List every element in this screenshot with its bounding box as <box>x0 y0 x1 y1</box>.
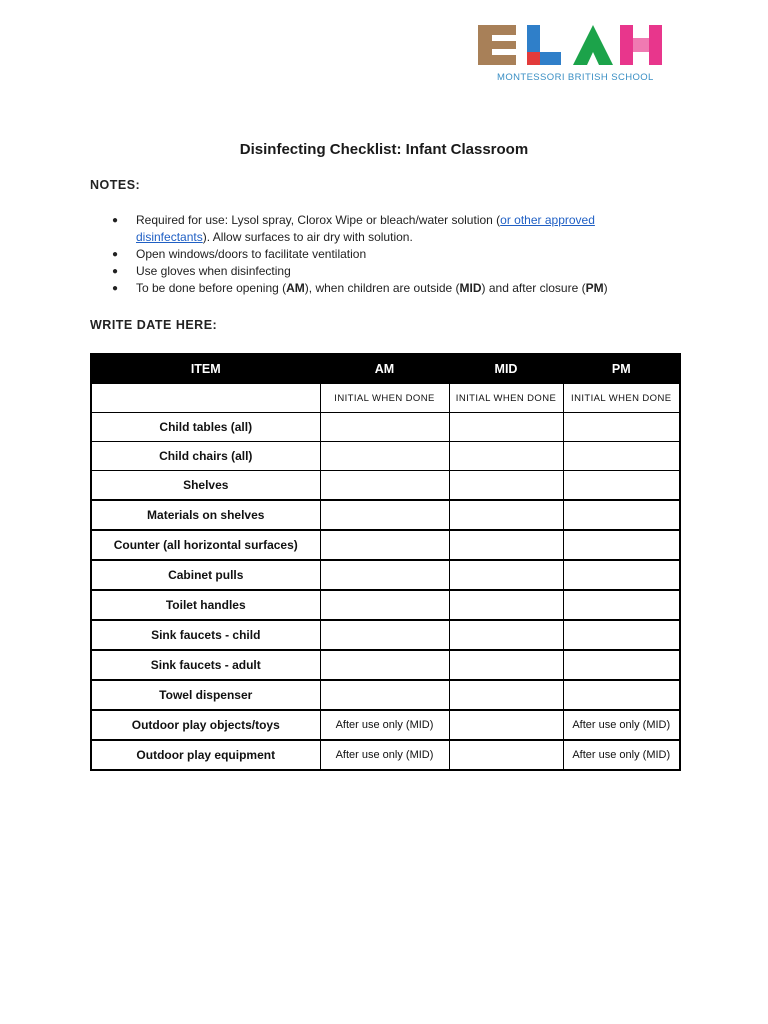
note-text: ) and after closure ( <box>481 281 586 295</box>
mid-initial-cell[interactable] <box>449 680 563 710</box>
header-am: AM <box>320 354 449 384</box>
am-initial-cell[interactable] <box>320 620 449 650</box>
am-label: AM <box>286 281 305 295</box>
note-item: ● Use gloves when disinfecting <box>110 263 670 280</box>
am-initial-cell[interactable]: After use only (MID) <box>320 710 449 740</box>
am-initial-cell[interactable] <box>320 530 449 560</box>
item-cell: Cabinet pulls <box>91 560 320 590</box>
school-logo <box>477 24 663 84</box>
am-initial-cell[interactable] <box>320 471 449 501</box>
subheader-pm: INITIAL WHEN DONE <box>563 384 680 413</box>
am-initial-cell[interactable] <box>320 590 449 620</box>
note-text: ) <box>603 281 608 295</box>
table-row <box>91 740 680 770</box>
table-header-row <box>91 354 680 384</box>
subheader-empty <box>91 384 320 413</box>
mid-initial-cell[interactable] <box>449 620 563 650</box>
table-row <box>91 590 680 620</box>
subheader-mid: INITIAL WHEN DONE <box>449 384 563 413</box>
header-mid: MID <box>449 354 563 384</box>
table-row <box>91 620 680 650</box>
approved-disinfectants-link[interactable]: or other approved disinfectants <box>136 213 595 244</box>
table-row <box>91 680 680 710</box>
am-initial-cell[interactable]: After use only (MID) <box>320 740 449 770</box>
notes-list <box>110 212 670 297</box>
table-row <box>91 530 680 560</box>
write-date-label: WRITE DATE HERE: <box>90 318 218 332</box>
am-initial-cell[interactable] <box>320 442 449 471</box>
table-row <box>91 710 680 740</box>
note-item <box>110 280 670 297</box>
item-cell: Child chairs (all) <box>91 442 320 471</box>
item-cell: Toilet handles <box>91 590 320 620</box>
mid-initial-cell[interactable] <box>449 413 563 442</box>
pm-initial-cell[interactable] <box>563 530 680 560</box>
pm-initial-cell[interactable] <box>563 650 680 680</box>
pm-initial-cell[interactable] <box>563 590 680 620</box>
table-row <box>91 650 680 680</box>
pm-initial-cell[interactable] <box>563 560 680 590</box>
item-cell: Sink faucets - adult <box>91 650 320 680</box>
am-initial-cell[interactable] <box>320 650 449 680</box>
mid-initial-cell[interactable] <box>449 471 563 501</box>
header-pm: PM <box>563 354 680 384</box>
pm-initial-cell[interactable] <box>563 680 680 710</box>
mid-initial-cell[interactable] <box>449 530 563 560</box>
table-row <box>91 471 680 501</box>
item-cell: Child tables (all) <box>91 413 320 442</box>
note-item <box>110 212 670 246</box>
am-initial-cell[interactable] <box>320 413 449 442</box>
header-item: ITEM <box>91 354 320 384</box>
pm-initial-cell[interactable] <box>563 500 680 530</box>
mid-initial-cell[interactable] <box>449 590 563 620</box>
am-initial-cell[interactable] <box>320 560 449 590</box>
elan-logo-mark <box>477 24 663 68</box>
mid-initial-cell[interactable] <box>449 560 563 590</box>
note-text: ). Allow surfaces to air dry with solution. <box>202 230 413 244</box>
mid-initial-cell[interactable] <box>449 650 563 680</box>
item-cell: Materials on shelves <box>91 500 320 530</box>
table-row <box>91 500 680 530</box>
page-title: Disinfecting Checklist: Infant Classroom <box>239 141 529 158</box>
mid-initial-cell[interactable] <box>449 740 563 770</box>
disinfecting-checklist-table <box>90 353 681 771</box>
table-row <box>91 413 680 442</box>
note-text: To be done before opening ( <box>136 281 287 295</box>
table-row <box>91 442 680 471</box>
am-initial-cell[interactable] <box>320 680 449 710</box>
item-cell: Outdoor play objects/toys <box>91 710 320 740</box>
subheader-am: INITIAL WHEN DONE <box>320 384 449 413</box>
item-cell: Counter (all horizontal surfaces) <box>91 530 320 560</box>
subheader-row <box>91 384 680 413</box>
notes-heading: NOTES: <box>90 178 141 192</box>
pm-initial-cell[interactable] <box>563 471 680 501</box>
item-cell: Shelves <box>91 471 320 501</box>
table-row <box>91 560 680 590</box>
pm-initial-cell[interactable] <box>563 442 680 471</box>
pm-initial-cell[interactable]: After use only (MID) <box>563 740 680 770</box>
item-cell: Outdoor play equipment <box>91 740 320 770</box>
pm-initial-cell[interactable] <box>563 620 680 650</box>
mid-initial-cell[interactable] <box>449 710 563 740</box>
mid-initial-cell[interactable] <box>449 442 563 471</box>
note-item: ● Open windows/doors to facilitate ventilation <box>110 246 670 263</box>
mid-label: MID <box>459 281 482 295</box>
mid-initial-cell[interactable] <box>449 500 563 530</box>
note-text: Required for use: Lysol spray, Clorox Wipe or bleach/water solution ( <box>136 213 501 227</box>
pm-initial-cell[interactable]: After use only (MID) <box>563 710 680 740</box>
am-initial-cell[interactable] <box>320 500 449 530</box>
pm-initial-cell[interactable] <box>563 413 680 442</box>
note-text: ), when children are outside ( <box>304 281 460 295</box>
logo-subtitle: MONTESSORI BRITISH SCHOOL <box>497 72 654 83</box>
item-cell: Towel dispenser <box>91 680 320 710</box>
pm-label: PM <box>585 281 604 295</box>
item-cell: Sink faucets - child <box>91 620 320 650</box>
